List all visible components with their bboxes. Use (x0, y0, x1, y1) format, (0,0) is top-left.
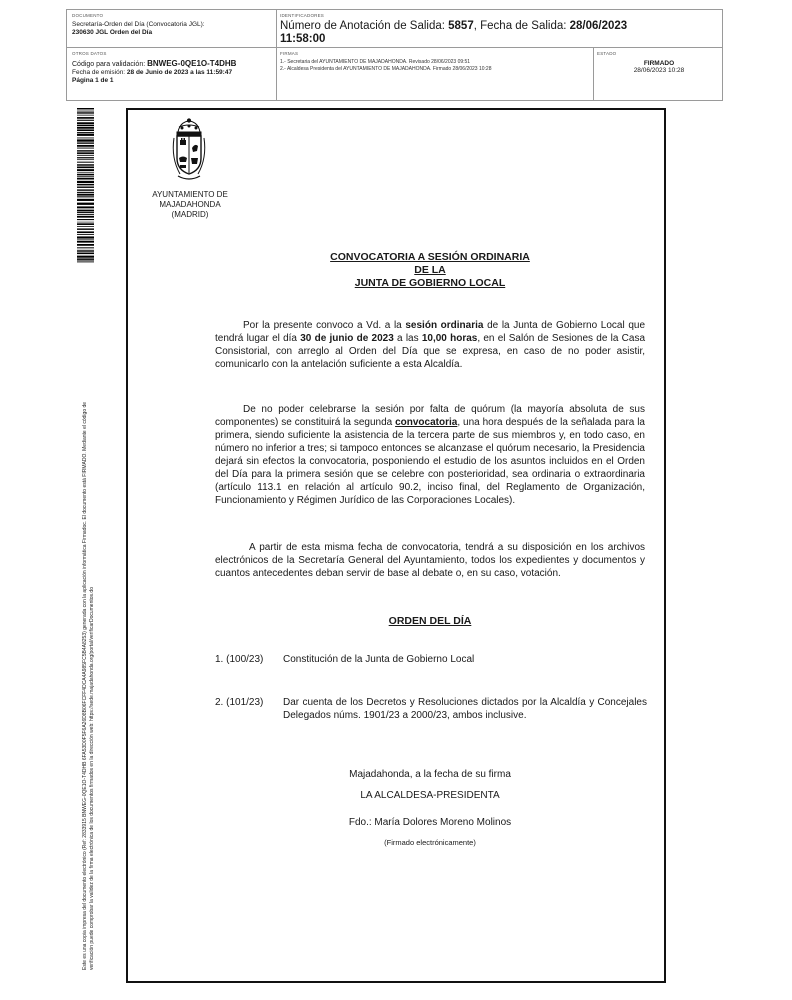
barcode-bar (77, 244, 94, 246)
estado-caption: ESTADO (597, 51, 617, 56)
agenda-item-number: 2. (101/23) (215, 697, 264, 708)
header-divider (593, 48, 594, 100)
barcode-bar (77, 192, 94, 193)
emision-value: 28 de Junio de 2023 a las 11:59:47 (126, 69, 233, 76)
barcode-bar (77, 187, 94, 188)
barcode-bar (77, 132, 94, 133)
documento-caption: DOCUMENTO (72, 13, 104, 18)
barcode-bar (77, 166, 94, 168)
paragraph-convocatoria (215, 319, 645, 371)
side-note-line2: verificación puede comprobar la validez de la firma electrónica de los documentos firmados en la dirección web: https://sede.majadahonda.org/portal/verificarDocumentos.do (88, 587, 95, 970)
title-line1: CONVOCATORIA A SESIÓN ORDINARIA (330, 251, 530, 263)
barcode-bar (77, 157, 94, 158)
barcode-bar (77, 152, 94, 154)
firmas-cell (280, 51, 590, 72)
barcode-bar (77, 148, 94, 149)
pagina: Página 1 de 1 (72, 77, 114, 84)
anotacion-hora: 11:58:00 (280, 33, 326, 45)
barcode-bar (77, 172, 94, 173)
header-divider (276, 10, 277, 100)
p2-text: , una hora después de la señalada para la primera, siendo suficiente la asistencia de la tercera parte de sus miembros y, en todo caso, en número no inferior a tres; si tampoco entonces se alcanzase el quórum necesario, la Presidencia dejará sin efectos la convocatoria, posponiendo el estudio de los asuntos incluidos en el Orden del Día para la primera sesión que se celebre con posterioridad, sea ordinaria o extraordinaria (artículo 113.1 en relación al artículo 90.2, inciso final, del Reglamento de Organización, Funcionamiento y Régimen Jurídico de las Corporaciones Locales). (215, 417, 645, 506)
barcode-bar (77, 214, 94, 215)
barcode-bar (77, 210, 94, 212)
barcode-bar (77, 260, 94, 261)
header-table (66, 9, 723, 101)
barcode-bar (77, 129, 94, 131)
barcode-bar (77, 203, 94, 205)
document-title (300, 251, 560, 290)
barcode-bar (77, 169, 94, 171)
barcode-bar (77, 199, 94, 201)
barcode-bar (77, 241, 94, 243)
ayuntamiento-line1: AYUNTAMIENTO DE (152, 190, 228, 199)
p2-text: De no poder celebrarse la sesión por falta de quórum (la mayoría absoluta de sus componentes) se constituirá la segunda (215, 404, 645, 428)
estado-fecha: 28/06/2023 10:28 (633, 67, 685, 74)
barcode (77, 108, 94, 263)
barcode-bar (77, 176, 94, 177)
barcode-bar (77, 236, 94, 238)
barcode-bar (77, 139, 94, 141)
p2-underlined-convocatoria: convocatoria (395, 417, 458, 428)
barcode-bar (77, 142, 94, 143)
signature-place: Majadahonda, a la fecha de su firma (349, 769, 511, 780)
barcode-bar (77, 155, 94, 156)
barcode-bar (77, 212, 94, 213)
p1-bold-sesion: sesión ordinaria (405, 320, 484, 331)
barcode-bar (77, 223, 94, 225)
barcode-bar (77, 253, 94, 255)
p3-text: A partir de esta misma fecha de convocatoria, tendrá a su disposición en los archivos electrónicos de la Secretaría General del Ayuntamiento, todos los expedientes y documentos y cuantos antecedentes deban servir de base al debate o, en su caso, votación. (215, 542, 645, 579)
barcode-bar (77, 138, 94, 139)
identificadores-cell (280, 13, 720, 46)
barcode-bar (77, 256, 94, 258)
paragraph-archivos (215, 541, 645, 580)
barcode-bar (77, 216, 94, 218)
verification-side-note (82, 290, 95, 970)
documento-cell (72, 13, 272, 37)
p1-bold-hora: 10,00 horas (421, 333, 478, 344)
barcode-bar (77, 189, 94, 190)
p1-text: Por la presente convoco a Vd. a la (243, 320, 406, 331)
barcode-bar (77, 206, 94, 208)
barcode-bar (77, 125, 94, 127)
barcode-bar (77, 219, 94, 220)
anotacion-salida (280, 20, 720, 46)
p1-bold-fecha: 30 de junio de 2023 (300, 333, 394, 344)
codigo-label: Código para validación: (72, 61, 148, 68)
barcode-bar (77, 164, 94, 165)
barcode-bar (77, 234, 94, 235)
barcode-bar (77, 117, 94, 119)
barcode-bar (77, 112, 94, 113)
barcode-bar (77, 122, 94, 124)
identificadores-caption: IDENTIFICADORES (280, 13, 325, 18)
barcode-bar (77, 115, 94, 116)
agenda-item-text: Dar cuenta de los Decretos y Resoluciones dictados por la Alcaldía y Concejales Delegados núms. 1901/23 a 2000/23, ambos inclusive. (283, 697, 647, 721)
barcode-bar (77, 181, 94, 183)
barcode-bar (77, 120, 94, 121)
barcode-bar (77, 134, 94, 136)
orden-del-dia-title: ORDEN DEL DÍA (388, 615, 472, 627)
paragraph-quorum (215, 403, 645, 507)
ayuntamiento-line3: (MADRID) (171, 210, 209, 219)
title-line3: JUNTA DE GOBIERNO LOCAL (354, 277, 506, 289)
title-line2: DE LA (414, 264, 446, 276)
barcode-bar (77, 228, 94, 229)
emision-label: Fecha de emisión: (72, 69, 127, 76)
otros-caption: OTROS DATOS (72, 51, 107, 56)
p1-text: , en el Salón de Sesiones de la Casa Consistorial, con arreglo al Orden del Día que se expresa, en caso de no poder asistir, comunicarlo con la antelación suficiente a esta Alcaldía. (215, 333, 646, 370)
barcode-bar (77, 178, 94, 180)
anotacion-fecha: 28/06/2023 (569, 20, 628, 32)
header-divider (67, 47, 722, 48)
firma-1: 1.- Secretaria del AYUNTAMIENTO DE MAJADAHONDA. Revisado 28/06/2023 09:51 (280, 59, 471, 65)
anotacion-num: 5857 (448, 20, 474, 32)
otros-datos-cell (72, 51, 272, 85)
fecha-emision (72, 69, 272, 77)
barcode-bar (77, 226, 94, 227)
barcode-bar (77, 184, 94, 185)
barcode-bar (77, 174, 94, 175)
documento-line1: Secretaría-Orden del Día (Convocatoria JGL): (72, 21, 205, 28)
agenda-item-text: Constitución de la Junta de Gobierno Local (283, 654, 475, 665)
barcode-bar (77, 127, 94, 129)
barcode-bar (77, 162, 94, 163)
signature-role: LA ALCALDESA-PRESIDENTA (360, 790, 500, 801)
barcode-bar (77, 150, 94, 151)
barcode-bar (77, 145, 94, 147)
p1-text: de la Junta de Gobierno Local que tendrá lugar el día (215, 320, 646, 344)
estado-value: FIRMADO (643, 60, 675, 67)
barcode-bar (77, 251, 94, 252)
barcode-bar (77, 196, 94, 197)
codigo-validacion (72, 59, 272, 69)
barcode-bar (77, 222, 94, 223)
barcode-bar (77, 258, 94, 259)
estado-cell (597, 51, 721, 74)
documento-line2: 230630 JGL Orden del Día (72, 29, 153, 36)
barcode-bar (77, 108, 94, 109)
barcode-bar (77, 247, 94, 248)
agenda-item-number: 1. (100/23) (215, 654, 264, 665)
barcode-bar (77, 111, 94, 112)
barcode-bar (77, 194, 94, 196)
signature-note: (Firmado electrónicamente) (384, 838, 476, 847)
barcode-bar (77, 231, 94, 233)
p1-text: a las (393, 333, 422, 344)
firma-2: 2.- Alcaldesa Presidenta del AYUNTAMIENTO DE MAJADAHONDA. Firmado 28/06/2023 10:28 (280, 65, 492, 72)
coat-of-arms-icon (170, 118, 208, 184)
barcode-bar (77, 159, 94, 160)
firmas-caption: FIRMAS (280, 51, 299, 56)
anotacion-prefix: Número de Anotación de Salida: (280, 20, 449, 32)
signature-name: Fdo.: María Dolores Moreno Molinos (348, 817, 512, 828)
ayuntamiento-name (136, 190, 244, 220)
barcode-bar (77, 239, 94, 240)
ayuntamiento-line2: MAJADAHONDA (159, 200, 221, 209)
barcode-bar (77, 250, 94, 251)
anotacion-mid: , Fecha de Salida: (473, 20, 570, 32)
codigo-value: BNWEG-0QE1O-T4DHB (147, 59, 237, 68)
side-note-line1: Este es una copia impresa del documento electrónico (Ref: 2833915 BNWEG-0QE1O-T4DHB 6FA53D0F5F6A26D8B06FCFF4DCA4A985FC5B4A8253) generada con la aplicación informática Firmadoc. El documento está FIRMADO. Mediante el código de (82, 401, 88, 970)
